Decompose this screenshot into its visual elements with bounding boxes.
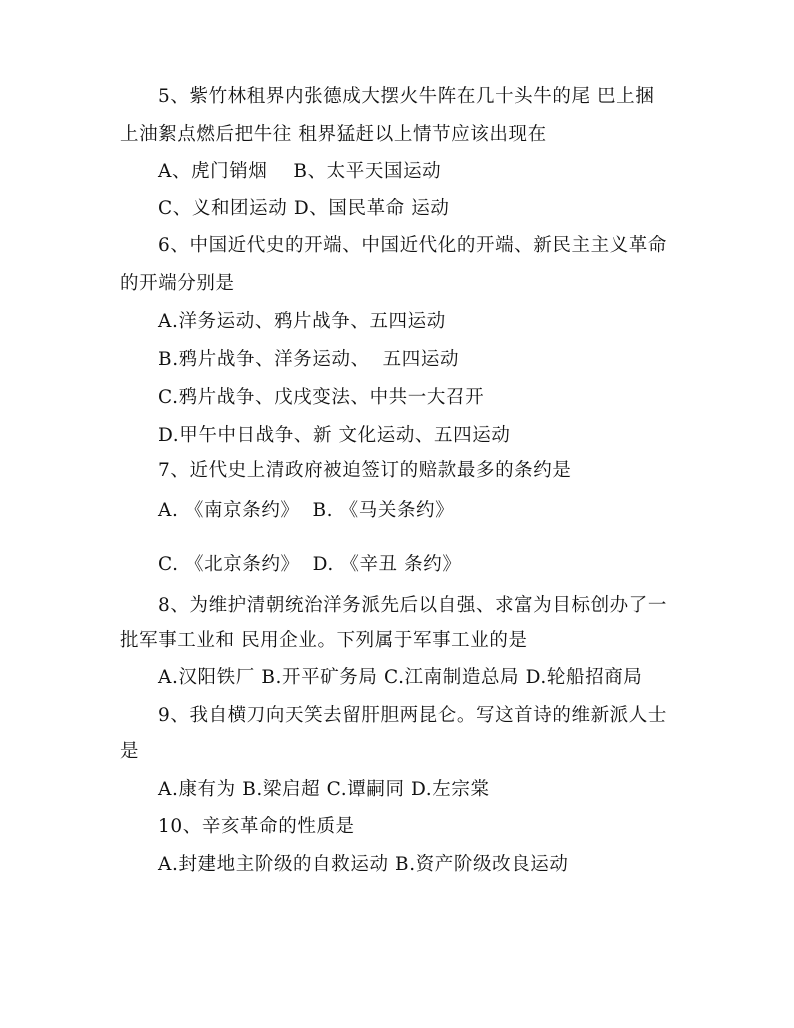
question-7-options-line-2: C. 《北京条约》 D. 《辛丑 条约》	[158, 554, 462, 575]
question-8-options: A.汉阳铁厂 B.开平矿务局 C.江南制造总局 D.轮船招商局	[158, 667, 643, 688]
question-6-option-b: B.鸦片战争、洋务运动、 五四运动	[158, 349, 460, 370]
question-7-stem: 7、近代史上清政府被迫签订的赔款最多的条约是	[158, 460, 572, 481]
question-7-options-line-1: A. 《南京条约》 B. 《马关条约》	[158, 500, 455, 521]
question-6-option-d: D.甲午中日战争、新 文化运动、五四运动	[158, 425, 511, 446]
question-9-options: A.康有为 B.梁启超 C.谭嗣同 D.左宗棠	[158, 779, 490, 800]
question-6-option-c: C.鸦片战争、戊戌变法、中共一大召开	[158, 387, 485, 408]
question-9-stem-line-1: 9、我自横刀向天笑去留肝胆两昆仑。写这首诗的维新派人士	[158, 705, 667, 726]
question-10-stem: 10、辛亥革命的性质是	[158, 816, 355, 837]
question-5-options-line-2: C、义和团运动 D、国民革命 运动	[158, 198, 450, 219]
question-8-stem-line-1: 8、为维护清朝统治洋务派先后以自强、求富为目标创办了一	[158, 595, 667, 616]
question-5-stem-line-2: 上油絮点燃后把牛往 租界猛赶以上情节应该出现在	[120, 124, 547, 145]
question-5-options-line-1: A、虎门销烟 B、太平天国运动	[158, 161, 442, 182]
question-9-stem-line-2: 是	[120, 741, 140, 762]
question-8-stem-line-2: 批军事工业和 民用企业。下列属于军事工业的是	[120, 630, 528, 651]
question-6-stem-line-1: 6、中国近代史的开端、中国近代化的开端、新民主主义革命	[158, 235, 667, 256]
question-6-stem-line-2: 的开端分别是	[120, 273, 235, 294]
question-10-options: A.封建地主阶级的自救运动 B.资产阶级改良运动	[158, 854, 569, 875]
question-6-option-a: A.洋务运动、鸦片战争、五四运动	[158, 311, 446, 332]
question-5-stem-line-1: 5、紫竹林租界内张德成大摆火牛阵在几十头牛的尾 巴上捆	[158, 86, 655, 107]
